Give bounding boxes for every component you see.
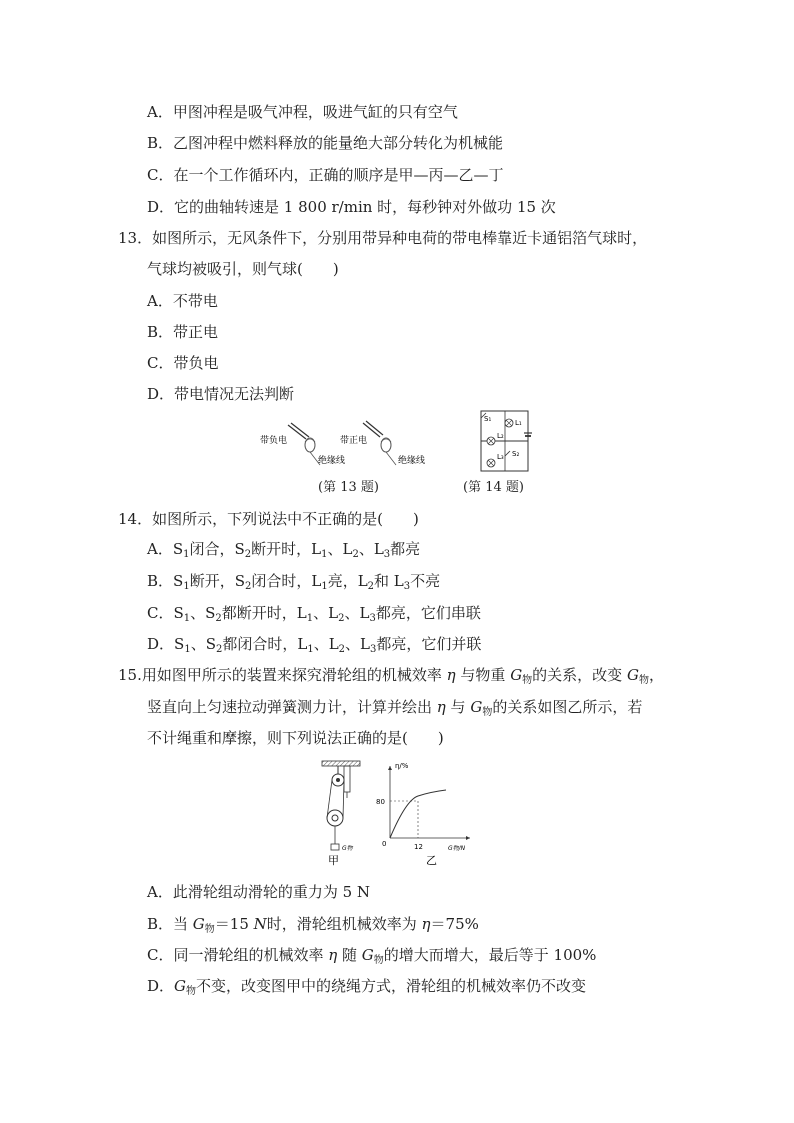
y-axis-label: η/% <box>395 762 409 770</box>
q14-stem: 14．如图所示，下列说法中不正确的是( ) <box>118 510 419 528</box>
rod-negative-label: 带负电 <box>260 436 288 446</box>
x-axis-label: G物/N <box>448 845 466 852</box>
q15-option-d: D．$G_物$不变，改变图甲中的绕绳方式，滑轮组的机械效率仍不改变 <box>147 977 587 997</box>
q14-option-b: B．$S_1$断开，$S_2$闭合时，$L_1$亮，$L_2$和 $L_3$不亮 <box>147 572 441 592</box>
q15-option-b: B．当 $G_物=15$ N时，滑轮组机械效率为 η＝75% <box>147 915 479 935</box>
efficiency-graph <box>388 766 470 840</box>
q15-option-c: C．同一滑轮组的机械效率 η 随 $G_物$的增大而增大，最后等于 100% <box>147 946 597 966</box>
rod-positive-label: 带正电 <box>340 436 368 446</box>
q15-stem-line1: 15.用如图甲所示的装置来探究滑轮组的机械效率 η 与物重 $G_物$的关系，改变 $G_物$， <box>118 666 664 686</box>
pulley-system-icon <box>322 761 360 850</box>
q15-stem-line3: 不计绳重和摩擦，则下列说法正确的是( ) <box>147 729 444 747</box>
thread-label-1: 绝缘线 <box>318 456 346 466</box>
q14-option-c: C．$S_1$、$S_2$都断开时，$L_1$、$L_2$、$L_3$都亮，它们串联 <box>147 604 481 624</box>
l1-label: L₁ <box>515 419 522 427</box>
figure-yi-label: 乙 <box>426 854 437 866</box>
figure-14-circuit <box>478 408 533 474</box>
s2-label: S₂ <box>512 450 520 458</box>
q14-option-d: D．$S_1$、$S_2$都闭合时，$L_1$、$L_2$、$L_3$都亮，它们并联 <box>147 635 482 655</box>
q12-option-a: A．甲图冲程是吸气冲程，吸进气缸的只有空气 <box>147 103 458 121</box>
figure-14-caption: (第 14 题) <box>463 480 524 495</box>
thread-label-2: 绝缘线 <box>398 456 426 466</box>
figure-13 <box>258 415 443 475</box>
negative-rod-icon <box>288 423 309 439</box>
weight-label: G物 <box>342 845 353 852</box>
q13-option-c: C．带负电 <box>147 354 219 372</box>
q15-stem-line2: 竖直向上匀速拉动弹簧测力计，计算并绘出 η 与 $G_物$的关系如图乙所示，若 <box>147 698 643 718</box>
q15-option-a: A．此滑轮组动滑轮的重力为 5 N <box>147 883 371 901</box>
origin-label: 0 <box>382 840 387 848</box>
balloon-icon <box>381 438 396 465</box>
figure-jia-label: 甲 <box>328 854 339 866</box>
l2-label: L₂ <box>497 432 504 440</box>
q12-option-d: D．它的曲轴转速是 1 800 r/min 时，每秒钟对外做功 15 次 <box>147 198 556 216</box>
lamp-l1-icon <box>505 419 513 427</box>
lamp-l2-icon <box>487 437 495 445</box>
q13-stem-line2: 气球均被吸引，则气球( ) <box>147 260 339 278</box>
q13-option-b: B．带正电 <box>147 323 219 341</box>
figure-15 <box>318 758 486 866</box>
l3-label: L₃ <box>497 453 504 461</box>
y-tick-80: 80 <box>376 798 385 806</box>
figure-13-caption: (第 13 题) <box>318 480 379 495</box>
switch-s2-icon <box>505 451 510 456</box>
lamp-l3-icon <box>487 459 495 467</box>
q12-option-b: B．乙图冲程中燃料释放的能量绝大部分转化为机械能 <box>147 134 504 152</box>
q13-option-d: D．带电情况无法判断 <box>147 385 295 403</box>
q13-option-a: A．不带电 <box>147 292 218 310</box>
q14-option-a: A．$S_1$闭合，$S_2$断开时，$L_1$、$L_2$、$L_3$都亮 <box>147 540 421 560</box>
q13-stem-line1: 13．如图所示，无风条件下，分别用带异种电荷的带电棒靠近卡通铝箔气球时， <box>118 229 648 247</box>
positive-rod-icon <box>363 421 383 437</box>
s1-label: S₁ <box>484 415 492 423</box>
x-tick-12: 12 <box>414 843 423 851</box>
q12-option-c: C．在一个工作循环内，正确的顺序是甲—丙—乙—丁 <box>147 166 504 184</box>
